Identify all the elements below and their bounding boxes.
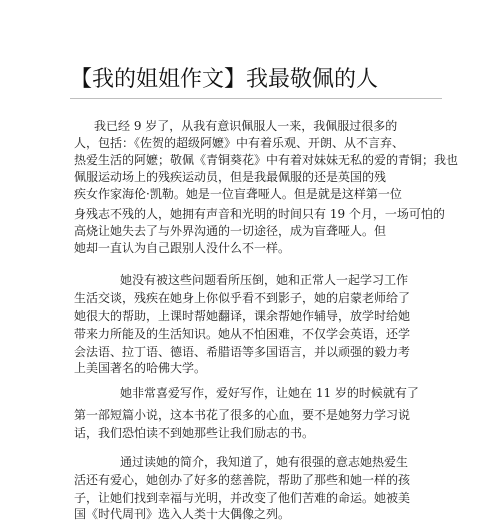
paragraph-line: 她很大的帮助，上课时帮她翻译，课余帮她作辅导，放学时给她 [74,309,411,323]
paragraph-line: 上美国著名的哈佛大学。 [74,361,207,375]
paragraph-line: 她却一直认为自己跟别人没什么不一样。 [74,241,291,255]
paragraph-line: 通过读她的简介，我知道了，她有很强的意志她热爱生 [120,455,409,469]
paragraph-line: 疾女作家海伦·凯勒。她是一位盲聋哑人。但是就是这样第一位 [74,187,402,201]
paragraph-line: 我已经 9 岁了，从我有意识佩服人一来，我佩服过很多的 [94,119,398,133]
article-title: 【我的姐姐作文】我最敬佩的人 [70,67,379,92]
paragraph-line: 生活交谈，残疾在她身上你似乎看不到影子，她的启蒙老师给了 [74,291,411,305]
paragraph-line: 活还有爱心，她创办了好多的慈善院，帮助了那些和她一样的孩 [74,473,411,487]
paragraph-line: 话，我们恐怕读不到她那些让我们励志的书。 [74,426,315,440]
paragraph-line: 带来力所能及的生活知识。她从不怕困难，不仅学会英语，还学 [74,327,411,341]
paragraph-line: 国《时代周刊》选入人类十大偶像之列。 [74,507,291,521]
paragraph-line: 高烧让她失去了与外界沟通的一切途径，成为盲聋哑人。但 [74,224,387,238]
paragraph-line: 子，让她们找到幸福与光明，并改变了他们苦难的命运。她被美 [74,491,411,505]
paragraph-line: 佩服运动场上的残疾运动员，但是我最佩服的还是英国的残 [74,170,387,184]
title-divider [70,98,442,99]
paragraph-line: 人，包括：《佐贺的超级阿嬷》中有着乐观、开朗、从不言弃、 [74,136,405,150]
paragraph-line: 身残志不残的人，她拥有声音和光明的时间只有 19 个月，一场可怕的 [74,207,445,221]
paragraph-line: 她没有被这些问题看所压倒，她和正常人一起学习工作 [120,273,409,287]
paragraph-line: 第一部短篇小说，这本书花了很多的心血，要不是她努力学习说 [74,408,411,422]
paragraph-line: 会法语、拉丁语、德语、希腊语等多国语言，并以顽强的毅力考 [74,345,411,359]
paragraph-line: 热爱生活的阿嬷；敬佩《青铜葵花》中有着对妹妹无私的爱的青铜；我也 [74,153,459,167]
paragraph-line: 她非常喜爱写作，爱好写作，让她在 11 岁的时候就有了 [120,386,419,400]
